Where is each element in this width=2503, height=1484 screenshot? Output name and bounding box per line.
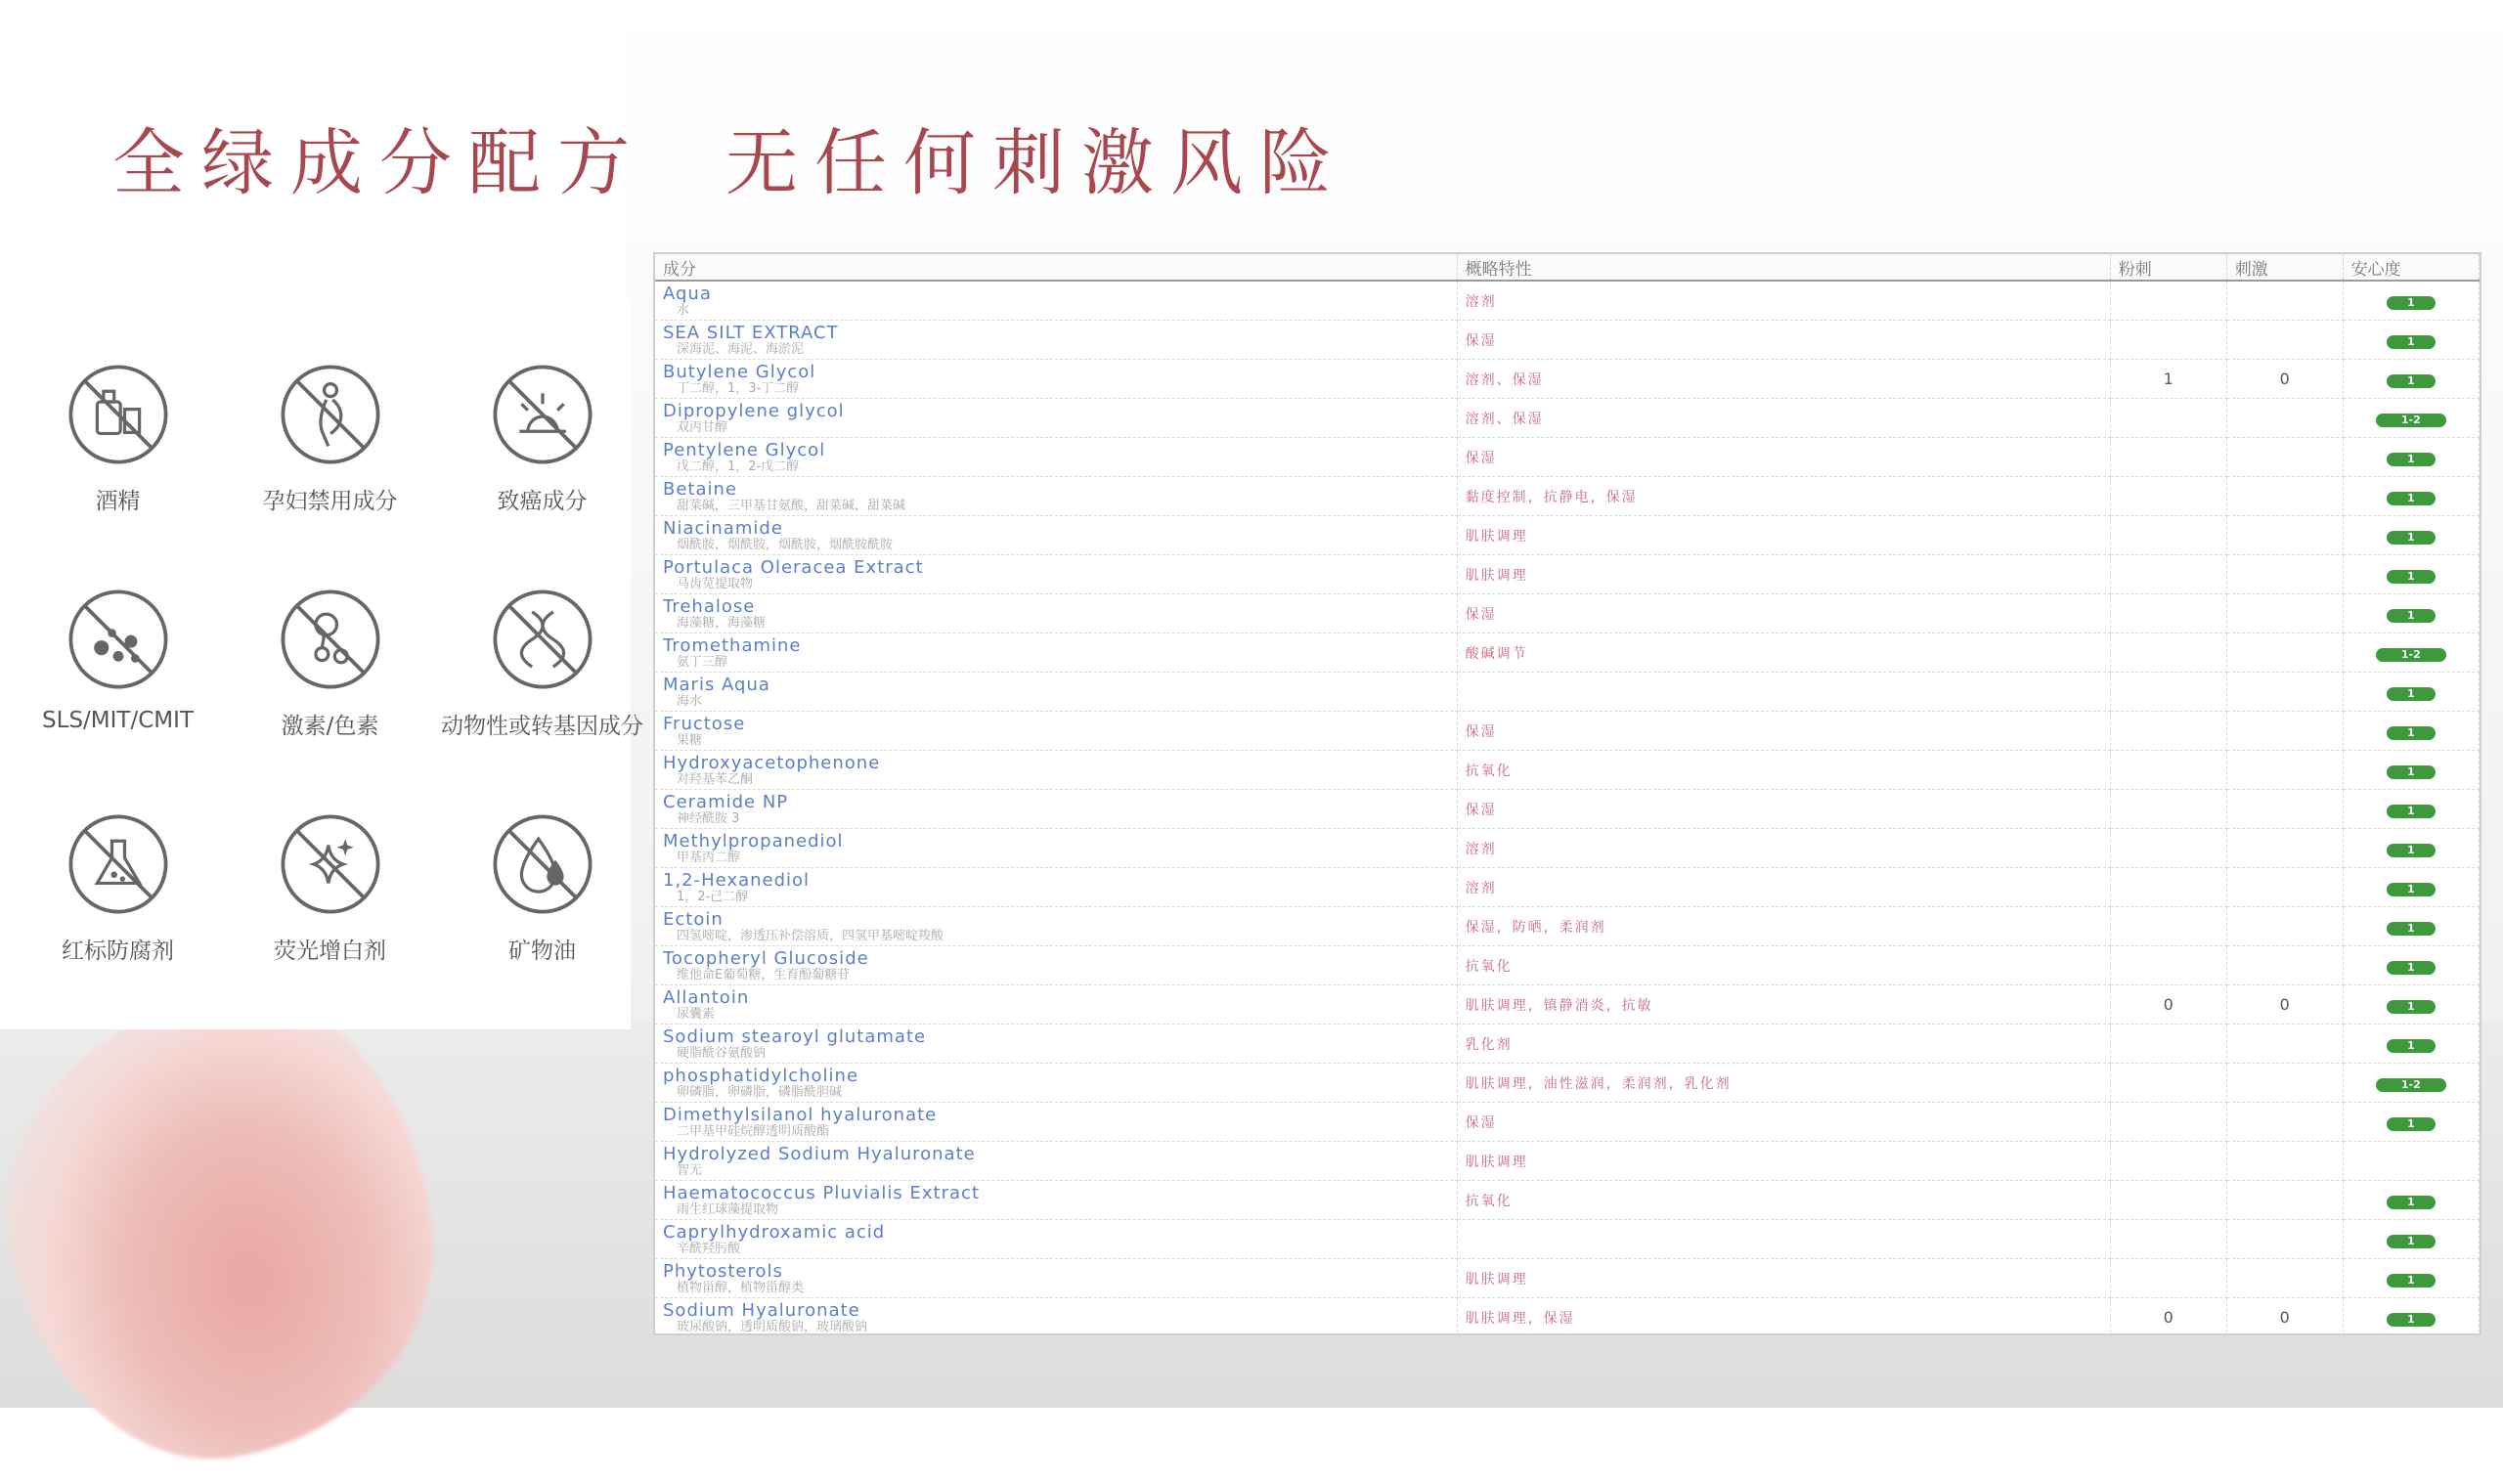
- ingredient-chinese-name: 果糖: [677, 732, 703, 748]
- ingredient-name-cell: [655, 438, 1457, 477]
- table-row: [655, 633, 2480, 673]
- safety-badge: 1-2: [2376, 414, 2446, 427]
- ingredient-properties: 保湿: [1457, 321, 2110, 360]
- free-from-label: 矿物油: [508, 938, 576, 964]
- safety-cell: [2343, 946, 2479, 985]
- ingredient-english-name[interactable]: SEA SILT EXTRACT: [663, 323, 839, 342]
- ingredient-table: [653, 252, 2481, 1335]
- acne-rating: [2110, 555, 2226, 594]
- irritation-rating: [2226, 1220, 2343, 1259]
- free-from-label: 红标防腐剂: [62, 938, 174, 964]
- safety-cell: [2343, 790, 2479, 829]
- bubbles-icon: [66, 587, 171, 692]
- safety-badge: 1: [2387, 1313, 2436, 1327]
- free-from-label: 动物性或转基因成分: [441, 714, 643, 739]
- oil-drop-icon: [490, 811, 595, 917]
- acne-rating: [2110, 594, 2226, 633]
- ingredient-properties: 抗氧化: [1457, 946, 2110, 985]
- ingredient-properties: 溶剂: [1457, 868, 2110, 907]
- table-row: [655, 907, 2480, 946]
- safety-badge: 1: [2387, 1039, 2436, 1053]
- ingredient-name-cell: [655, 633, 1457, 673]
- ingredient-english-name[interactable]: 1,2-Hexanediol: [663, 870, 811, 890]
- safety-badge: 1: [2387, 335, 2436, 349]
- safety-cell: [2343, 907, 2479, 946]
- irritation-rating: [2226, 751, 2343, 790]
- irritation-rating: [2226, 321, 2343, 360]
- free-from-item-hormone: [225, 587, 435, 782]
- acne-rating: [2110, 868, 2226, 907]
- ingredient-chinese-name: 维他命E葡萄糖，生育酚葡糖苷: [677, 967, 851, 982]
- safety-badge: 1: [2387, 531, 2436, 545]
- safety-cell: [2343, 555, 2479, 594]
- safety-cell: [2343, 399, 2479, 438]
- free-from-item-sls: [13, 587, 223, 782]
- ingredient-name-cell: [655, 1298, 1457, 1336]
- ingredient-chinese-name: 海藻糖，海藻糖: [677, 615, 767, 631]
- safety-badge: 1: [2387, 922, 2436, 936]
- pregnant-woman-icon: [278, 362, 383, 467]
- ingredient-properties: 肌肤调理: [1457, 1142, 2110, 1181]
- alcohol-bottle-icon: [66, 362, 171, 467]
- flask-icon: [66, 811, 171, 917]
- table-row: [655, 438, 2480, 477]
- ingredient-name-cell: [655, 829, 1457, 868]
- safety-badge: 1-2: [2376, 1078, 2446, 1092]
- acne-rating: [2110, 1220, 2226, 1259]
- ingredient-name-cell: [655, 1142, 1457, 1181]
- ingredient-name-cell: [655, 790, 1457, 829]
- acne-rating: [2110, 477, 2226, 516]
- safety-cell: [2343, 516, 2479, 555]
- irritation-rating: [2226, 790, 2343, 829]
- ingredient-table-grid: [655, 254, 2480, 1335]
- ingredient-name-cell: [655, 516, 1457, 555]
- ingredient-chinese-name: 深海泥、海泥、海淤泥: [677, 341, 805, 357]
- ingredient-english-name[interactable]: Ectoin: [663, 909, 724, 929]
- acne-rating: 0: [2110, 985, 2226, 1025]
- table-row: [655, 321, 2480, 360]
- dna-icon: [490, 587, 595, 692]
- ingredient-properties: 抗氧化: [1457, 1181, 2110, 1220]
- safety-badge: 1: [2387, 374, 2436, 388]
- ingredient-properties: 肌肤调理: [1457, 555, 2110, 594]
- safety-badge: 1: [2387, 1274, 2436, 1288]
- ingredient-name-cell: [655, 1259, 1457, 1298]
- acne-rating: [2110, 712, 2226, 751]
- free-from-label: 酒精: [95, 489, 141, 514]
- safety-badge: 1: [2387, 883, 2436, 896]
- table-row: [655, 1025, 2480, 1064]
- table-row: [655, 712, 2480, 751]
- irritation-rating: [2226, 1142, 2343, 1181]
- irritation-rating: [2226, 712, 2343, 751]
- ingredient-chinese-name: 烟酰胺，烟酰胺，烟酰胺，烟酰胺酰胺: [677, 537, 894, 552]
- table-row: [655, 399, 2480, 438]
- safety-badge: 1: [2387, 1235, 2436, 1248]
- irritation-rating: [2226, 1259, 2343, 1298]
- safety-cell: [2343, 751, 2479, 790]
- ingredient-properties: 溶剂: [1457, 829, 2110, 868]
- ingredient-properties: 肌肤调理，保湿: [1457, 1298, 2110, 1336]
- irritation-rating: [2226, 399, 2343, 438]
- irritation-rating: [2226, 946, 2343, 985]
- ingredient-english-name[interactable]: Methylpropanediol: [663, 831, 844, 851]
- acne-rating: [2110, 281, 2226, 321]
- header-ingredient: 成分: [655, 254, 1457, 281]
- acne-rating: [2110, 438, 2226, 477]
- ingredient-chinese-name: 雨生红球藻提取物: [677, 1201, 779, 1217]
- ingredient-name-cell: [655, 1025, 1457, 1064]
- ingredient-properties: 溶剂、保湿: [1457, 360, 2110, 399]
- safety-cell: [2343, 438, 2479, 477]
- ingredient-chinese-name: 马齿苋提取物: [677, 576, 754, 591]
- table-row: [655, 946, 2480, 985]
- ingredient-english-name[interactable]: Allantoin: [663, 987, 750, 1007]
- acne-rating: [2110, 907, 2226, 946]
- safety-badge: 1: [2387, 1117, 2436, 1131]
- table-row: [655, 868, 2480, 907]
- safety-badge: 1: [2387, 726, 2436, 740]
- table-body: [655, 281, 2480, 1335]
- ingredient-english-name[interactable]: Fructose: [663, 714, 746, 733]
- safety-badge: 1: [2387, 961, 2436, 975]
- table-row: [655, 1259, 2480, 1298]
- ingredient-chinese-name: 水: [677, 302, 690, 318]
- safety-cell: [2343, 321, 2479, 360]
- irritation-rating: [2226, 516, 2343, 555]
- page-title: 全绿成分配方 无任何刺激风险: [112, 121, 1349, 205]
- ingredient-english-name[interactable]: Dipropylene glycol: [663, 401, 845, 420]
- free-from-item-animal-gmo: [437, 587, 647, 782]
- ingredient-english-name[interactable]: Portulaca Oleracea Extract: [663, 557, 924, 577]
- free-from-item-preservative: [13, 811, 223, 1007]
- ingredient-name-cell: [655, 751, 1457, 790]
- safety-cell: [2343, 1103, 2479, 1142]
- safety-badge: 1: [2387, 492, 2436, 505]
- irritation-rating: 0: [2226, 985, 2343, 1025]
- ingredient-english-name[interactable]: Pentylene Glycol: [663, 440, 826, 459]
- header-acne: 粉刺: [2110, 254, 2226, 281]
- table-row: [655, 790, 2480, 829]
- ingredient-english-name[interactable]: Sodium Hyaluronate: [663, 1300, 860, 1320]
- ingredient-name-cell: [655, 1064, 1457, 1103]
- safety-badge: 1: [2387, 687, 2436, 701]
- ingredient-properties: 保湿: [1457, 438, 2110, 477]
- ingredient-properties: 肌肤调理: [1457, 516, 2110, 555]
- ingredient-english-name[interactable]: Dimethylsilanol hyaluronate: [663, 1105, 938, 1124]
- safety-badge: 1: [2387, 570, 2436, 584]
- ingredient-english-name[interactable]: Maris Aqua: [663, 675, 770, 694]
- ingredient-english-name[interactable]: Tocopheryl Glucoside: [663, 948, 869, 968]
- table-row: [655, 751, 2480, 790]
- safety-badge: 1: [2387, 805, 2436, 818]
- table-row: [655, 1181, 2480, 1220]
- table-row: [655, 360, 2480, 399]
- table-row: [655, 516, 2480, 555]
- ingredient-chinese-name: 尿囊素: [677, 1006, 716, 1022]
- table-row: [655, 1142, 2480, 1181]
- safety-cell: [2343, 1259, 2479, 1298]
- ingredient-properties: 溶剂、保湿: [1457, 399, 2110, 438]
- ingredient-chinese-name: 二甲基甲硅烷醇透明质酸酯: [677, 1123, 830, 1139]
- ingredient-name-cell: [655, 907, 1457, 946]
- table-row: [655, 673, 2480, 712]
- ingredient-name-cell: [655, 712, 1457, 751]
- acne-rating: [2110, 1142, 2226, 1181]
- ingredient-name-cell: [655, 399, 1457, 438]
- ingredient-chinese-name: 戊二醇，1，2-戊二醇: [677, 458, 800, 474]
- irritation-rating: 0: [2226, 1298, 2343, 1336]
- table-row: [655, 1298, 2480, 1336]
- ingredient-english-name[interactable]: Aqua: [663, 284, 712, 303]
- ingredient-chinese-name: 辛酰羟肟酸: [677, 1241, 741, 1256]
- free-from-label: SLS/MIT/CMIT: [42, 708, 194, 733]
- table-row: [655, 829, 2480, 868]
- irritation-rating: [2226, 1181, 2343, 1220]
- ingredient-chinese-name: 玻尿酸钠，透明质酸钠，玻璃酸钠: [677, 1319, 868, 1334]
- irritation-rating: [2226, 1025, 2343, 1064]
- ingredient-name-cell: [655, 281, 1457, 321]
- ingredient-english-name[interactable]: phosphatidylcholine: [663, 1066, 859, 1085]
- carcinogen-warning-icon: [490, 362, 595, 467]
- safety-badge: 1: [2387, 1196, 2436, 1209]
- ingredient-english-name[interactable]: Phytosterols: [663, 1261, 783, 1281]
- ingredient-chinese-name: 双丙甘醇: [677, 419, 728, 435]
- ingredient-name-cell: [655, 594, 1457, 633]
- safety-cell: [2343, 673, 2479, 712]
- safety-cell: [2343, 712, 2479, 751]
- ingredient-properties: 黏度控制，抗静电，保湿: [1457, 477, 2110, 516]
- ingredient-chinese-name: 智无: [677, 1162, 703, 1178]
- safety-cell: [2343, 1142, 2479, 1181]
- acne-rating: [2110, 1064, 2226, 1103]
- table-row: [655, 594, 2480, 633]
- ingredient-name-cell: [655, 946, 1457, 985]
- ingredient-name-cell: [655, 477, 1457, 516]
- table-row: [655, 1220, 2480, 1259]
- ingredient-properties: 保湿: [1457, 594, 2110, 633]
- safety-cell: [2343, 594, 2479, 633]
- safety-cell: [2343, 1220, 2479, 1259]
- ingredient-english-name[interactable]: Caprylhydroxamic acid: [663, 1222, 886, 1242]
- table-row: [655, 555, 2480, 594]
- free-from-item-pregnancy: [225, 362, 435, 557]
- safety-cell: [2343, 1064, 2479, 1103]
- ingredient-english-name[interactable]: Butylene Glycol: [663, 362, 816, 381]
- safety-cell: [2343, 633, 2479, 673]
- acne-rating: [2110, 1259, 2226, 1298]
- free-from-item-mineral-oil: [437, 811, 647, 1007]
- header-safety: 安心度: [2343, 254, 2479, 281]
- safety-cell: [2343, 868, 2479, 907]
- irritation-rating: [2226, 673, 2343, 712]
- hormone-molecule-icon: [278, 587, 383, 692]
- safety-badge: 1-2: [2376, 648, 2446, 662]
- irritation-rating: [2226, 907, 2343, 946]
- acne-rating: [2110, 399, 2226, 438]
- irritation-rating: [2226, 633, 2343, 673]
- ingredient-chinese-name: 卵磷脂，卵磷脂，磷脂酰胆碱: [677, 1084, 843, 1100]
- irritation-rating: [2226, 594, 2343, 633]
- ingredient-name-cell: [655, 555, 1457, 594]
- irritation-rating: [2226, 555, 2343, 594]
- ingredient-properties: 肌肤调理，镇静消炎，抗敏: [1457, 985, 2110, 1025]
- safety-cell: [2343, 985, 2479, 1025]
- ingredient-chinese-name: 甜菜碱，三甲基甘氨酸，甜菜碱，甜菜碱: [677, 498, 906, 513]
- free-from-label: 激素/色素: [281, 714, 379, 739]
- safety-cell: [2343, 1181, 2479, 1220]
- acne-rating: [2110, 790, 2226, 829]
- irritation-rating: [2226, 281, 2343, 321]
- ingredient-chinese-name: 硬脂酰谷氨酸钠: [677, 1045, 767, 1061]
- ingredient-name-cell: [655, 321, 1457, 360]
- irritation-rating: [2226, 868, 2343, 907]
- free-from-item-carcinogen: [437, 362, 647, 557]
- ingredient-name-cell: [655, 1181, 1457, 1220]
- table-row: [655, 1064, 2480, 1103]
- acne-rating: [2110, 829, 2226, 868]
- safety-badge: 1: [2387, 844, 2436, 857]
- header-irritation: 刺激: [2226, 254, 2343, 281]
- ingredient-name-cell: [655, 1220, 1457, 1259]
- acne-rating: 0: [2110, 1298, 2226, 1336]
- ingredient-properties: 乳化剂: [1457, 1025, 2110, 1064]
- table-row: [655, 477, 2480, 516]
- ingredient-name-cell: [655, 1103, 1457, 1142]
- ingredient-properties: [1457, 1220, 2110, 1259]
- ingredient-english-name[interactable]: Niacinamide: [663, 518, 783, 538]
- ingredient-english-name[interactable]: Betaine: [663, 479, 737, 499]
- safety-cell: [2343, 1025, 2479, 1064]
- irritation-rating: [2226, 1064, 2343, 1103]
- safety-cell: [2343, 477, 2479, 516]
- safety-badge: 1: [2387, 296, 2436, 310]
- ingredient-english-name[interactable]: Hydroxyacetophenone: [663, 753, 881, 772]
- safety-cell: [2343, 281, 2479, 321]
- ingredient-chinese-name: 甲基丙二醇: [677, 850, 741, 865]
- acne-rating: [2110, 321, 2226, 360]
- ingredient-chinese-name: 对羟基苯乙酮: [677, 771, 754, 787]
- acne-rating: [2110, 1103, 2226, 1142]
- ingredient-properties: [1457, 673, 2110, 712]
- ingredient-properties: 肌肤调理，油性滋润，柔润剂，乳化剂: [1457, 1064, 2110, 1103]
- free-from-label: 荧光增白剂: [274, 938, 386, 964]
- safety-badge: 1: [2387, 765, 2436, 779]
- irritation-rating: 0: [2226, 360, 2343, 399]
- acne-rating: [2110, 1181, 2226, 1220]
- acne-rating: [2110, 673, 2226, 712]
- table-header-row: [655, 254, 2480, 281]
- ingredient-english-name[interactable]: Tromethamine: [663, 635, 802, 655]
- ingredient-properties: 肌肤调理: [1457, 1259, 2110, 1298]
- ingredient-english-name[interactable]: Hydrolyzed Sodium Hyaluronate: [663, 1144, 976, 1163]
- free-from-item-alcohol: [13, 362, 223, 557]
- safety-cell: [2343, 360, 2479, 399]
- sparkle-icon: [278, 811, 383, 917]
- acne-rating: [2110, 1025, 2226, 1064]
- table-row: [655, 281, 2480, 321]
- ingredient-chinese-name: 海水: [677, 693, 703, 709]
- irritation-rating: [2226, 438, 2343, 477]
- free-from-label: 致癌成分: [497, 489, 588, 514]
- free-from-item-fluorescent: [225, 811, 435, 1007]
- ingredient-english-name[interactable]: Trehalose: [663, 596, 756, 616]
- ingredient-name-cell: [655, 360, 1457, 399]
- acne-rating: 1: [2110, 360, 2226, 399]
- ingredient-name-cell: [655, 985, 1457, 1025]
- ingredient-properties: 保湿: [1457, 1103, 2110, 1142]
- ingredient-english-name[interactable]: Ceramide NP: [663, 792, 789, 811]
- safety-badge: 1: [2387, 453, 2436, 466]
- ingredient-chinese-name: 丁二醇，1，3-丁二醇: [677, 380, 800, 396]
- acne-rating: [2110, 751, 2226, 790]
- table-row: [655, 1103, 2480, 1142]
- irritation-rating: [2226, 1103, 2343, 1142]
- ingredient-name-cell: [655, 673, 1457, 712]
- acne-rating: [2110, 516, 2226, 555]
- ingredient-properties: 保湿，防晒，柔润剂: [1457, 907, 2110, 946]
- safety-badge: 1: [2387, 609, 2436, 623]
- ingredient-properties: 保湿: [1457, 790, 2110, 829]
- ingredient-properties: 溶剂: [1457, 281, 2110, 321]
- header-properties: 概略特性: [1457, 254, 2110, 281]
- ingredient-chinese-name: 神经酰胺 3: [677, 810, 740, 826]
- ingredient-properties: 酸碱调节: [1457, 633, 2110, 673]
- ingredient-english-name[interactable]: Haematococcus Pluvialis Extract: [663, 1183, 981, 1202]
- table-row: [655, 985, 2480, 1025]
- ingredient-properties: 抗氧化: [1457, 751, 2110, 790]
- acne-rating: [2110, 946, 2226, 985]
- ingredient-name-cell: [655, 868, 1457, 907]
- irritation-rating: [2226, 477, 2343, 516]
- safety-badge: 1: [2387, 1000, 2436, 1014]
- ingredient-english-name[interactable]: Sodium stearoyl glutamate: [663, 1026, 927, 1046]
- ingredient-chinese-name: 四氢嘧啶，渗透压补偿溶质，四氢甲基嘧啶羧酸: [677, 928, 944, 943]
- ingredient-properties: 保湿: [1457, 712, 2110, 751]
- ingredient-chinese-name: 植物甾醇，植物甾醇类: [677, 1280, 805, 1295]
- ingredient-chinese-name: 氨丁三醇: [677, 654, 728, 670]
- acne-rating: [2110, 633, 2226, 673]
- ingredient-chinese-name: 1，2-己二醇: [677, 889, 749, 904]
- free-from-label: 孕妇禁用成分: [262, 489, 398, 514]
- safety-cell: [2343, 1298, 2479, 1336]
- irritation-rating: [2226, 829, 2343, 868]
- safety-cell: [2343, 829, 2479, 868]
- free-from-panel: [0, 298, 643, 1029]
